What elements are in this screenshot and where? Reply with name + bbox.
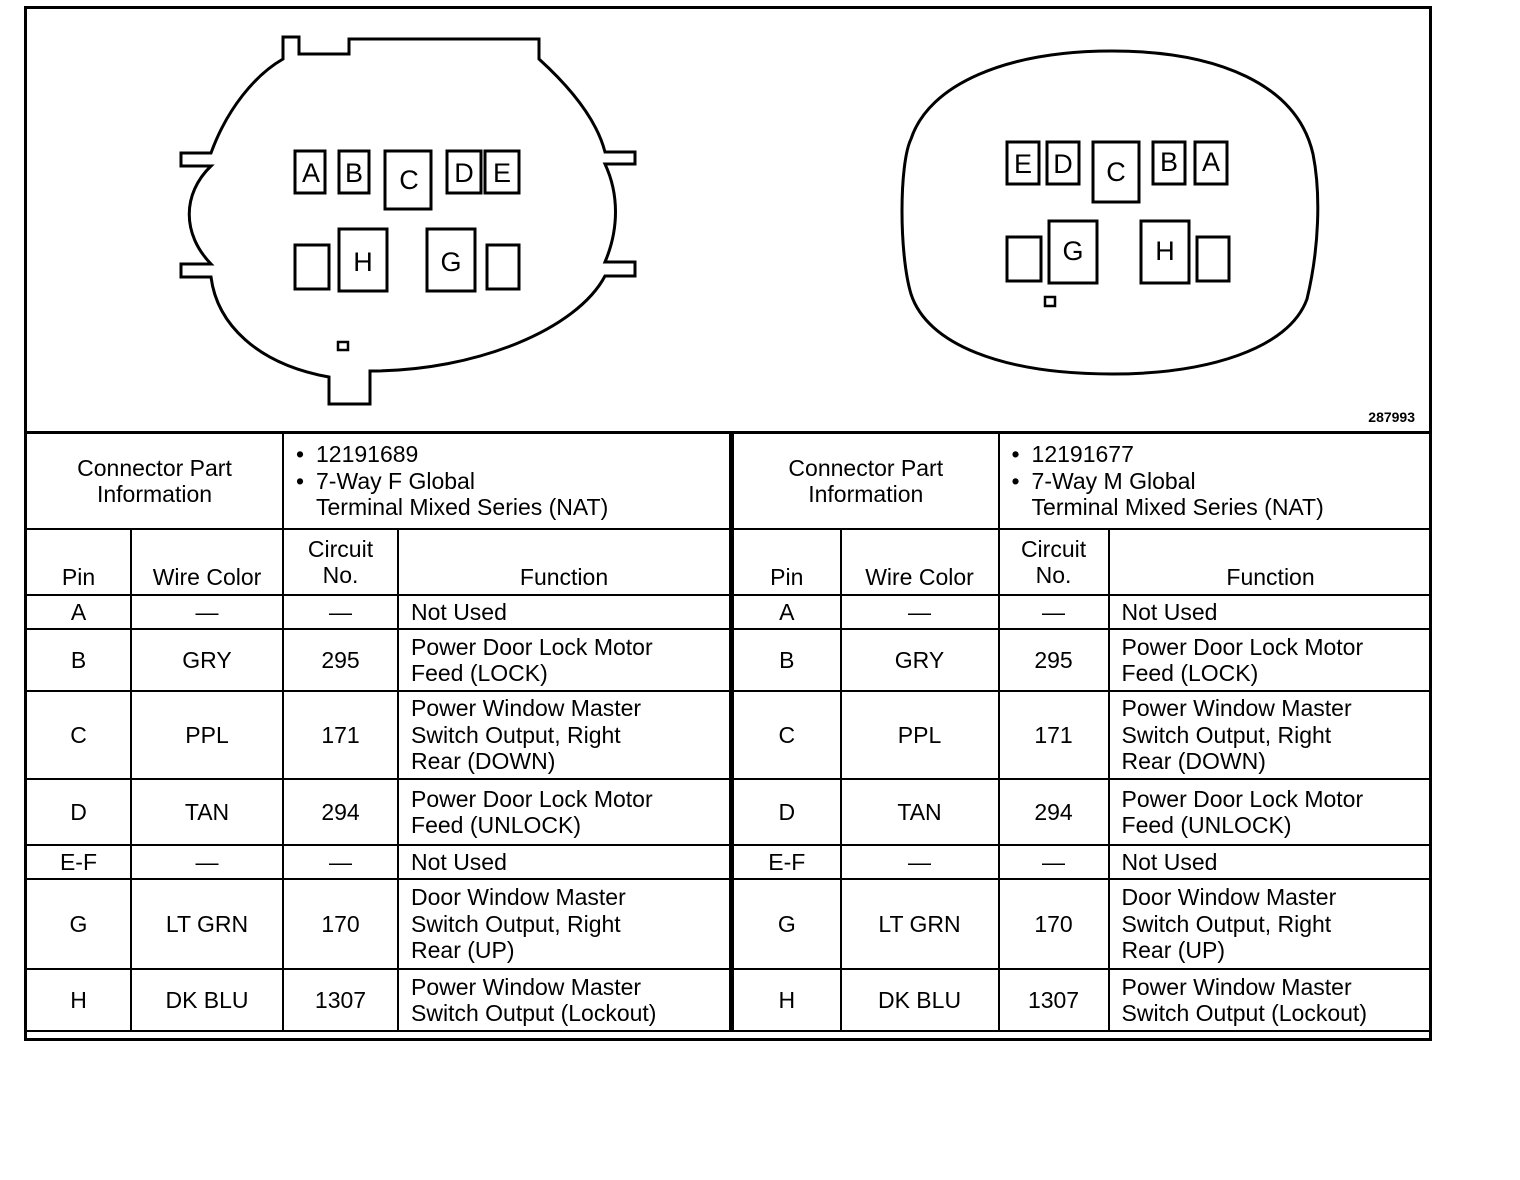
function-line: Feed (LOCK): [1121, 660, 1259, 686]
right-pin-label-h: H: [1155, 236, 1175, 266]
function-line: Switch Output (Lockout): [411, 1000, 657, 1026]
connector-tables: [27, 431, 1429, 1032]
right-pin-label-g: G: [1062, 236, 1084, 266]
circuit-cell: 170: [999, 879, 1109, 969]
connector-end-view-sheet: [24, 6, 1432, 1041]
function-cell: [398, 779, 730, 845]
function-line: Power Door Lock Motor: [1121, 785, 1364, 812]
table-row: [27, 629, 730, 691]
table-row: [733, 845, 1432, 879]
wire-color-cell: LT GRN: [131, 879, 283, 969]
function-line: Feed (UNLOCK): [411, 812, 581, 838]
table-row: [27, 595, 730, 629]
right-pin-label-b: B: [1159, 147, 1179, 177]
function-line: Switch Output, Right: [1121, 910, 1332, 937]
pin-cell: A: [733, 595, 841, 629]
connector-info-label: Connector Part Information: [733, 434, 999, 529]
circuit-cell: 171: [999, 691, 1109, 779]
wire-color-cell: LT GRN: [841, 879, 999, 969]
connector-info-details: [283, 434, 730, 529]
function-line: Door Window Master: [411, 884, 626, 911]
pin-cell: G: [733, 879, 841, 969]
right-pin-label-e: E: [1013, 149, 1033, 179]
pin-cell: C: [733, 691, 841, 779]
circuit-cell: 295: [999, 629, 1109, 691]
circuit-cell: —: [283, 845, 398, 879]
pin-cell: H: [27, 969, 131, 1031]
function-line: Rear (DOWN): [1121, 748, 1266, 775]
function-cell: [398, 629, 730, 691]
circuit-cell: —: [999, 595, 1109, 629]
table-row: [27, 879, 730, 969]
wire-color-cell: —: [841, 845, 999, 879]
wire-color-cell: —: [131, 595, 283, 629]
table-row: [733, 691, 1432, 779]
col-header-pin: Pin: [733, 529, 841, 595]
function-line: Not Used: [411, 598, 507, 625]
wire-color-cell: GRY: [841, 629, 999, 691]
table-row: [733, 879, 1432, 969]
table-row: [733, 969, 1432, 1031]
col-header-wire-color: Wire Color: [841, 529, 999, 595]
function-line: Power Door Lock Motor: [411, 633, 653, 660]
function-line: Switch Output (Lockout): [1121, 1000, 1367, 1026]
wire-color-cell: DK BLU: [841, 969, 999, 1031]
connector-info-label: Connector Part Information: [27, 434, 283, 529]
figure-number: 287993: [1368, 409, 1415, 425]
function-line: Rear (DOWN): [411, 748, 556, 775]
function-cell: [1109, 845, 1432, 879]
wire-color-cell: GRY: [131, 629, 283, 691]
col-header-circuit: Circuit No.: [283, 529, 398, 595]
function-cell: [398, 845, 730, 879]
function-cell: [398, 595, 730, 629]
male-connector-table: [731, 434, 1432, 1032]
function-cell: [398, 879, 730, 969]
function-line: Feed (UNLOCK): [1121, 812, 1292, 838]
left-pin-label-a: A: [301, 158, 321, 188]
wire-color-cell: TAN: [841, 779, 999, 845]
table-row: [733, 779, 1432, 845]
pin-cell: H: [733, 969, 841, 1031]
table-row: [733, 629, 1432, 691]
function-line: Not Used: [1121, 598, 1218, 625]
function-cell: [398, 969, 730, 1031]
wire-color-cell: —: [131, 845, 283, 879]
function-line: Switch Output, Right: [411, 910, 621, 937]
function-cell: [1109, 691, 1432, 779]
left-pin-label-b: B: [344, 158, 364, 188]
circuit-cell: 170: [283, 879, 398, 969]
pin-cell: G: [27, 879, 131, 969]
function-line: Power Door Lock Motor: [411, 785, 653, 812]
male-connector-body: [902, 51, 1318, 374]
table-row: [27, 969, 730, 1031]
circuit-cell: 171: [283, 691, 398, 779]
col-header-wire-color: Wire Color: [131, 529, 283, 595]
function-line: Power Door Lock Motor: [1121, 633, 1364, 660]
pin-cell: C: [27, 691, 131, 779]
function-line: Power Window Master: [1121, 973, 1352, 1000]
table-row: [27, 691, 730, 779]
function-line: Power Window Master: [411, 973, 642, 1000]
col-header-function: Function: [398, 529, 730, 595]
pin-cell: D: [27, 779, 131, 845]
wire-color-cell: DK BLU: [131, 969, 283, 1031]
right-pin-label-d: D: [1053, 149, 1073, 179]
function-line: Feed (LOCK): [411, 660, 548, 686]
circuit-cell: 295: [283, 629, 398, 691]
function-line: Switch Output, Right: [411, 721, 621, 748]
wire-color-cell: —: [841, 595, 999, 629]
function-line: Rear (UP): [411, 937, 515, 964]
function-line: Not Used: [1121, 848, 1218, 875]
function-line: Power Window Master: [411, 695, 642, 722]
part-number: • 12191677: [1006, 441, 1426, 467]
function-cell: [1109, 595, 1432, 629]
circuit-cell: 1307: [999, 969, 1109, 1031]
function-cell: [1109, 969, 1432, 1031]
function-cell: [1109, 779, 1432, 845]
function-cell: [1109, 629, 1432, 691]
col-header-circuit: Circuit No.: [999, 529, 1109, 595]
connector-description: • 7-Way F Global Terminal Mixed Series (NAT): [290, 468, 723, 521]
left-pin-label-g: G: [440, 247, 462, 277]
circuit-cell: 1307: [283, 969, 398, 1031]
wire-color-cell: TAN: [131, 779, 283, 845]
function-line: Door Window Master: [1121, 884, 1337, 911]
function-cell: [1109, 879, 1432, 969]
table-row: [27, 779, 730, 845]
function-line: Rear (UP): [1121, 937, 1226, 964]
connector-diagrams: [27, 9, 1429, 431]
function-line: Not Used: [411, 848, 507, 875]
function-line: Switch Output, Right: [1121, 721, 1332, 748]
female-connector-body: [181, 37, 635, 404]
pin-cell: B: [27, 629, 131, 691]
wire-color-cell: PPL: [841, 691, 999, 779]
circuit-cell: 294: [283, 779, 398, 845]
circuit-cell: —: [283, 595, 398, 629]
right-pin-label-c: C: [1106, 157, 1126, 187]
left-pin-label-c: C: [399, 165, 419, 195]
circuit-cell: 294: [999, 779, 1109, 845]
left-pin-label-h: H: [353, 247, 373, 277]
pin-cell: A: [27, 595, 131, 629]
part-number: • 12191689: [290, 441, 723, 467]
left-pin-label-e: E: [492, 158, 512, 188]
col-header-function: Function: [1109, 529, 1432, 595]
circuit-cell: —: [999, 845, 1109, 879]
col-header-pin: Pin: [27, 529, 131, 595]
pin-cell: B: [733, 629, 841, 691]
function-cell: [398, 691, 730, 779]
connector-info-details: [999, 434, 1432, 529]
right-pin-label-a: A: [1201, 147, 1221, 177]
table-row: [733, 595, 1432, 629]
pin-cell: E-F: [733, 845, 841, 879]
pin-cell: E-F: [27, 845, 131, 879]
connector-description: • 7-Way M Global Terminal Mixed Series (NAT): [1006, 468, 1426, 521]
female-connector-table: [27, 434, 731, 1032]
function-line: Power Window Master: [1121, 695, 1352, 722]
wire-color-cell: PPL: [131, 691, 283, 779]
table-row: [27, 845, 730, 879]
pin-cell: D: [733, 779, 841, 845]
left-pin-label-d: D: [454, 158, 474, 188]
